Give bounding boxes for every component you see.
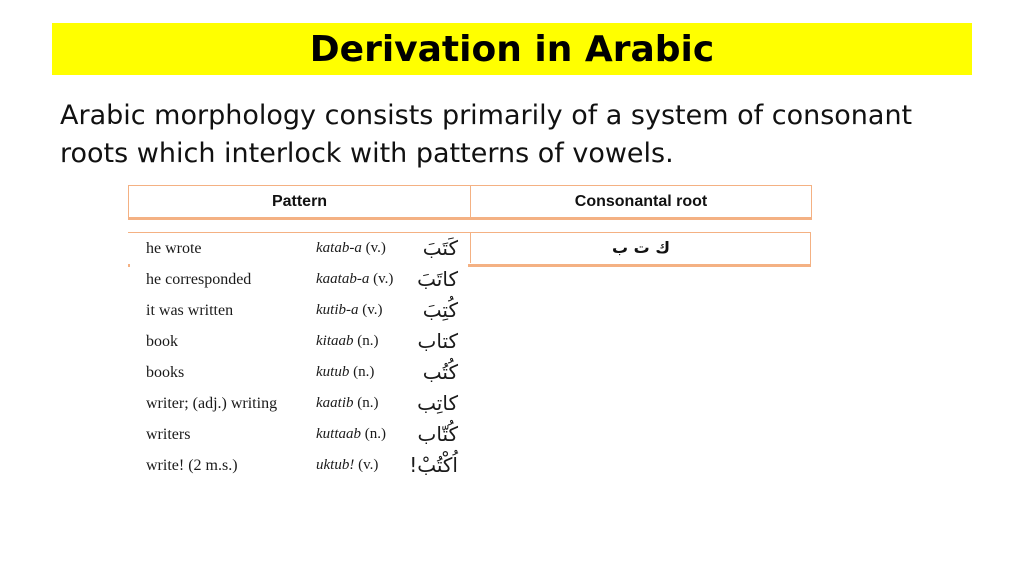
row-gloss: writer; (adj.) writing — [146, 395, 278, 412]
title-bar — [52, 23, 972, 75]
row-transliteration — [316, 457, 378, 474]
row-gloss: he wrote — [146, 240, 202, 257]
row-arabic: كُتُب — [422, 360, 458, 384]
table-row — [130, 296, 468, 327]
row-arabic: كُتّاب — [417, 422, 458, 446]
row-arabic: كاتَبَ — [417, 267, 458, 291]
row-word: kutib-a — [316, 302, 359, 318]
pattern-list — [130, 234, 468, 482]
header-pattern: Pattern — [129, 186, 471, 217]
row-pos: (v.) — [358, 457, 379, 473]
table-row — [130, 327, 468, 358]
row-arabic: كتاب — [417, 329, 458, 353]
row-arabic: اُكْتُبْ! — [409, 453, 458, 477]
row-gloss: book — [146, 333, 178, 350]
row-pos: (v.) — [365, 240, 386, 256]
row-transliteration — [316, 271, 393, 288]
consonantal-root-cell: ك ت ب — [470, 232, 811, 263]
table-row — [130, 420, 468, 451]
row-word: katab-a — [316, 240, 362, 256]
row-transliteration — [316, 333, 379, 350]
row-transliteration — [316, 395, 379, 412]
table-row — [130, 451, 468, 482]
row-word: kuttaab — [316, 426, 361, 442]
table-row — [130, 234, 468, 265]
table-row — [130, 358, 468, 389]
row-pos: (n.) — [357, 395, 379, 411]
row-transliteration — [316, 302, 383, 319]
row-gloss: he corresponded — [146, 271, 252, 288]
row-gloss: books — [146, 364, 185, 381]
row-arabic: كُتِبَ — [422, 298, 458, 322]
header-consonantal-root: Consonantal root — [574, 192, 708, 210]
row-transliteration — [316, 240, 386, 257]
row-word: uktub! — [316, 457, 355, 473]
row-word: kutub — [316, 364, 350, 380]
table-row — [130, 389, 468, 420]
row-word: kaatib — [316, 395, 354, 411]
row-pos: (v.) — [362, 302, 383, 318]
row-arabic: كَتَبَ — [422, 236, 458, 260]
row-word: kitaab — [316, 333, 354, 349]
row-pos: (v.) — [373, 271, 394, 287]
row-gloss: writers — [146, 426, 191, 443]
table-row — [130, 265, 468, 296]
table-header-row — [128, 185, 812, 218]
row-arabic: كاتِب — [417, 391, 458, 415]
row-pos: (n.) — [364, 426, 386, 442]
row-transliteration — [316, 364, 374, 381]
row-word: kaatab-a — [316, 271, 370, 287]
slide-title: Derivation in Arabic — [309, 28, 715, 70]
row-gloss: write! (2 m.s.) — [146, 457, 238, 474]
row-pos: (n.) — [353, 364, 375, 380]
row-pos: (n.) — [357, 333, 379, 349]
row-gloss: it was written — [146, 302, 234, 319]
intro-text: Arabic morphology consists primarily of a system of consonant roots which interlock with patterns of vowels. — [60, 100, 913, 169]
row-transliteration — [316, 426, 386, 443]
